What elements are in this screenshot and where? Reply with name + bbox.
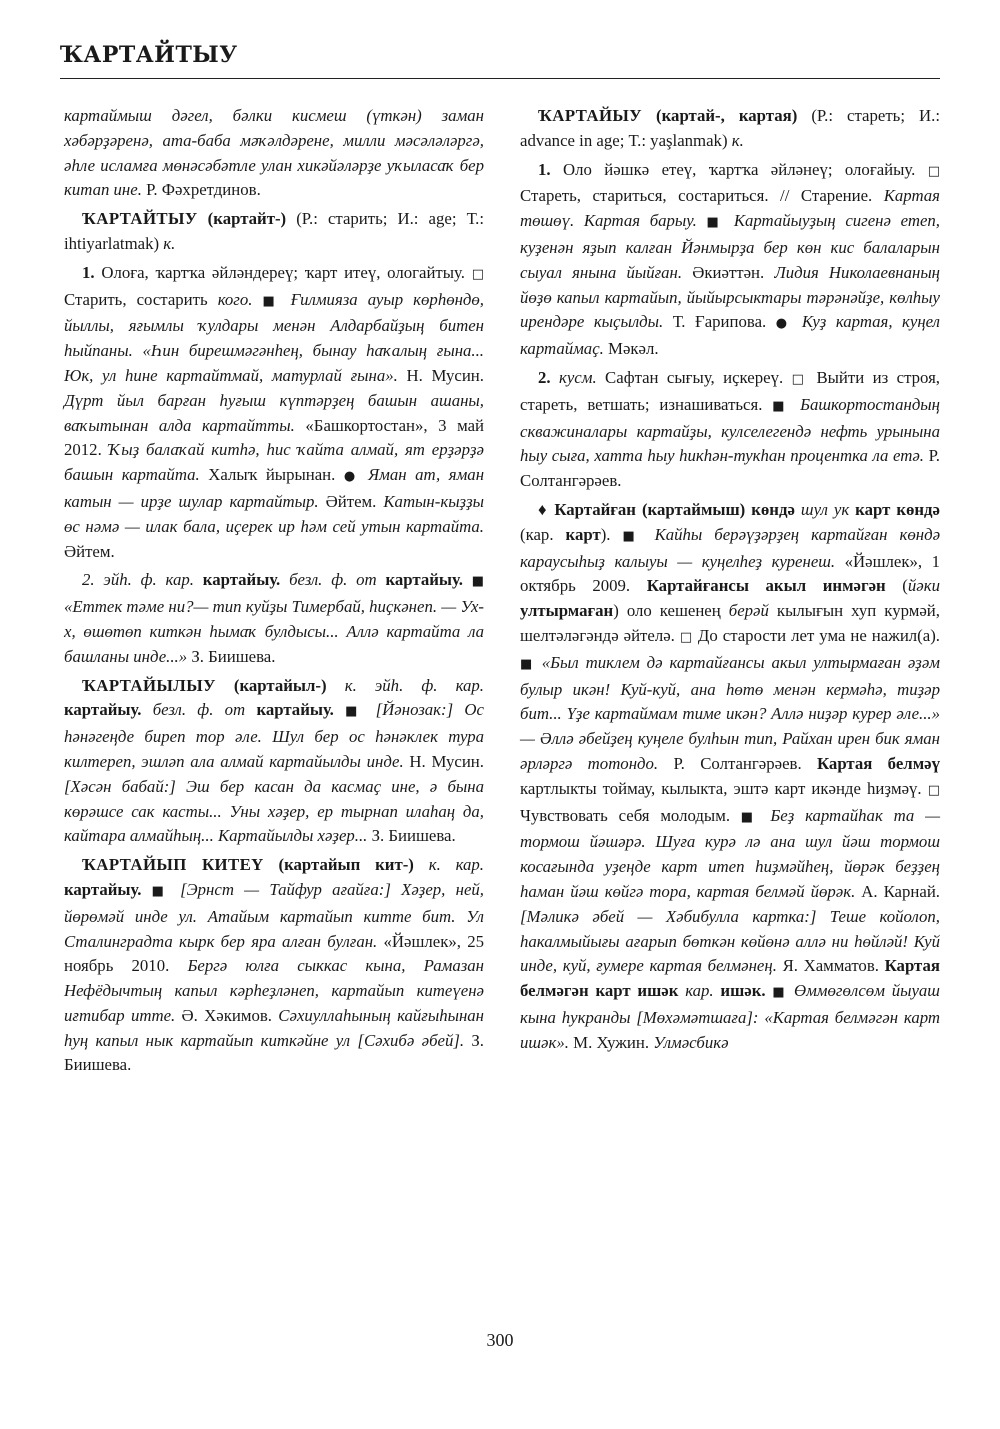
marker-symbol: □ <box>791 371 809 387</box>
text-run: Лидия Николаевнаның йөҙө капыл картайып, йыйырсыктары тәрәнәйҙе, көлһыу ирендәре кыҫылды. <box>520 262 941 332</box>
text-run: [Мәликә әбей — Хәбибулла картка:] Теше койолоп, һакалмыйығы ағарып бөткән көйөнә аллә ни һөйләй! Куй инде, куй, ғумере картая белмәнең. <box>520 906 940 976</box>
text-run: З. Биишева. <box>64 1030 484 1075</box>
text-run: ултырмаған <box>520 601 614 621</box>
text-run: А. Карнай. <box>855 881 940 901</box>
text-run: Т. Ғарипова. <box>663 312 776 332</box>
running-head: ҠАРТАЙТЫУ <box>60 42 238 68</box>
text-run: Өммөгөлсөм йыуаш кына һукранды [Мөхәмәтшаға]: «Картая белмәгән карт ишәк». <box>520 981 940 1052</box>
text-run: Куҙ картая, куңел картаймаҫ. <box>520 312 941 359</box>
text-run: картайыу. <box>193 570 281 590</box>
text-run: безл. ф. от <box>280 570 377 590</box>
text-run: М. Хужин. <box>568 1032 654 1052</box>
text-run: картайыу. <box>64 700 142 720</box>
headword: ҠАРТАЙЫЛЫУ <box>82 675 216 695</box>
text-run: «Йәшлек», 1 октябрь 2009. <box>520 551 940 596</box>
text-run: (картайт-) <box>197 209 287 229</box>
marker-symbol: ■ <box>622 528 655 544</box>
text-run: Картая белмәгән карт ишәк <box>520 956 940 1001</box>
marker-symbol: ■ <box>462 574 484 590</box>
text-run: [Йәнозак:] Ос һәнәгеңде биреп тор әле. Шул бер ос һәнәклек тура килтереп, эшләп ала алмай картайылды инде. <box>64 700 484 771</box>
left-paragraph <box>64 261 484 565</box>
text-run: (картайыл-) <box>215 675 327 695</box>
text-run: Дүрт йыл барған һуғыш күптәрҙең башын ашаны, ваҡытынан алда картайтты. <box>64 390 484 435</box>
text-run: (Р.: старить; И.: age; Т.: ihtiyarlatmak) <box>64 209 484 253</box>
left-paragraph <box>64 104 484 203</box>
text-run: До старости лет ума не нажил(а). <box>692 625 940 645</box>
text-run: карт <box>565 524 601 544</box>
marker-symbol: ■ <box>772 398 801 414</box>
text-run: Улмәсбикә <box>653 1032 729 1052</box>
marker-symbol: ■ <box>740 809 771 825</box>
headword: ҠАРТАЙТЫУ <box>82 209 198 229</box>
left-column <box>64 104 484 1082</box>
marker-symbol: ■ <box>252 293 291 309</box>
text-run: Картая белмәү <box>816 753 940 773</box>
text-run: ишәк. <box>713 981 766 1001</box>
marker-symbol: □ <box>471 266 484 282</box>
text-run: Мәкәл. <box>603 339 659 359</box>
right-paragraph <box>520 366 940 494</box>
text-run: Олоға, ҡартҡа әйләндереү; ҡарт итеү, ологайтыу. <box>94 262 472 282</box>
text-run: (картай-, картая) <box>642 106 798 125</box>
text-run: кылығын хуп курмәй, шелтәләгәндә әйтелә. <box>520 601 940 645</box>
marker-symbol: ● <box>343 469 360 485</box>
text-run: З. Биишева. <box>367 826 456 846</box>
text-run: З. Биишева. <box>187 646 276 666</box>
text-run: Р. Солтангәрәев. <box>520 446 940 491</box>
left-paragraph <box>64 674 484 850</box>
text-run: кого. <box>217 289 253 309</box>
text-run: берәй <box>728 601 769 621</box>
text-run: картаймыш дәгел, бәлки кисмеш (үткән) заман хәбәрҙәренә, ата-баба мәҡәлдәрене, милли мәсәләләргә, әһле исламға мөнәсәбәтле улан хикәйәләрҙе уҡыласаҡ бер китап ине. <box>64 106 484 200</box>
page-number: 300 <box>486 1330 514 1350</box>
text-run: кар. <box>678 981 714 1001</box>
text-run: 2. <box>538 367 551 387</box>
text-run: Башкортостандың скважиналары картайҙы, кулселегендә нефть урынына һыу сыға, хатта һыу һикһән-тукһан процентка ла етә. <box>520 394 940 466</box>
text-run: ). <box>600 524 623 544</box>
text-run: 1. <box>538 159 551 179</box>
text-run: (картайып кит-) <box>263 855 414 875</box>
text-run: Әйтем. <box>318 491 384 511</box>
text-run: Картайғансы акыл инмәгән <box>646 576 886 596</box>
text-run: Картая төшөү. Картая барыу. <box>520 186 940 231</box>
text-run: шул ук <box>794 499 856 519</box>
text-run: Халыҡ йырынан. <box>199 465 344 485</box>
headword: ҠАРТАЙЫП КИТЕҮ <box>82 855 264 875</box>
right-column <box>520 104 940 1059</box>
text-run: 2. эйһ. ф. кар. <box>82 570 194 590</box>
right-paragraph <box>520 158 940 362</box>
right-paragraph <box>520 498 940 1056</box>
text-run: Ә. Хәкимов. <box>175 1005 279 1025</box>
left-paragraph <box>64 207 484 257</box>
marker-symbol: ■ <box>141 883 181 899</box>
text-run: Сәхиуллаһының кайғыһынан һуң капыл нык картайып киткәйне ул [Сәхибә әбей]. <box>64 1005 484 1050</box>
text-run: «Был тиклем дә картайғансы акыл ултырмаған әҙәм булыр икән! Куй-куй, ана һөтө менән кермәһә, тиҙәр бит... Үҙе картаймам тиме икән? Аллә ниҙәр курер әле...» — Әллә әбейҙең куңеле булһын тип, Райхан ирен бик яман әрләргә тотондо. <box>520 652 941 773</box>
text-run: карт көндә <box>855 499 940 519</box>
text-run: Стареть, стариться, состариться. // Старение. <box>520 186 884 206</box>
text-run: к. кар. <box>413 855 485 875</box>
text-run: Картайыуҙың сигенә етеп, куҙенән яҙып калған Йәнмырҙа бер көн кис балаларын сыуал янына йыйған. <box>520 211 940 282</box>
text-run: (кар. <box>520 524 566 544</box>
text-run: Беҙ картайһак та — тормош йәшәрә. Шуға курә лә ана шул йәш тормош косағында уҙеңде карт итеп һиҙмәйһең, йөрәк беҙҙең һаман йәш көйгә тора, картая белмәй йөрәк. <box>520 805 940 901</box>
text-run: безл. ф. от <box>141 700 246 720</box>
text-run: Н. Мусин. <box>403 751 484 771</box>
text-run: к. эйһ. ф. кар. <box>326 675 484 695</box>
right-paragraph <box>520 104 940 154</box>
text-run: кусм. <box>550 367 597 387</box>
text-run: «Башкортостан», 3 май 2012. <box>64 415 484 460</box>
text-run: (Р.: стареть; И.: advance in age; Т.: yaşlanmak) <box>520 106 940 150</box>
text-run: Р. Солтангәрәев. <box>658 753 817 773</box>
text-run: к. <box>731 130 744 150</box>
headword: ҠАРТАЙЫУ <box>538 106 643 125</box>
text-run: Бергә юлға сыккас кына, Рамазан Нефёдычтың капыл кәрһеҙләнеп, картайып китеүенә иғтибар итте. <box>64 956 484 1025</box>
text-run: Чувствовать себя молодым. <box>520 805 741 825</box>
left-paragraph <box>64 853 484 1078</box>
text-run: Н. Мусин. <box>397 365 484 385</box>
text-run: Кайһы берәүҙәрҙең картайған көндә караусыһыҙ калыуы — куңелһеҙ куренеш. <box>520 524 941 571</box>
text-run: Оло йәшкә етеү, ҡартҡа әйләнеү; олоғайыу. <box>550 159 928 179</box>
marker-symbol: ■ <box>333 704 376 720</box>
text-run: Яман ат, яман катын — ирҙе шулар картайтыр. <box>64 465 485 511</box>
text-run: к. <box>163 233 176 253</box>
text-run: ♦ Картайған (картаймыш) көндә <box>538 499 795 519</box>
marker-symbol: ■ <box>765 985 794 1001</box>
text-run: Ҡыҙ балаҡай китһә, һис ҡайта алмай, ят ерҙәрҙә башын картайта. <box>64 440 485 485</box>
text-run: картайыу. <box>64 879 142 899</box>
text-run: Ғилмияза ауыр көрһөндө, йыллы, яғымлы ҡулдары менән Алдарбайҙың битен һыйпаны. «Һин бирешмәгәнһең, бынау һаҡалың ғына... Юк, ул һине картайтмай, матурлай ғына». <box>64 289 484 385</box>
text-run: Әкиәттән. <box>682 262 775 282</box>
text-run: «Йәшлек», 25 ноябрь 2010. <box>64 931 484 976</box>
marker-symbol: □ <box>927 163 940 179</box>
text-run: Әйтем. <box>64 541 115 561</box>
text-run: [Хәсән бабай:] Эш бер касан да касмаҫ ине, ә бына көрәшсе сак касты... Уны хәҙер, ер тырнап илаһаң да, кайтара алмайһың... Картайылды хәҙер... <box>64 776 484 846</box>
text-run: «Еттек тәме ни?— тип куйҙы Тимербай, һиҫкәнеп. — Ух-х, өшөтөп киткән һымаҡ булдысы... Аллә картайта ла башланы инде...» <box>64 597 484 666</box>
text-run: картайыу. <box>376 570 463 590</box>
left-paragraph <box>64 568 484 669</box>
text-run: 1. <box>82 262 95 282</box>
text-run: Сафтан сығыу, иҫкереү. <box>596 367 792 387</box>
text-run: Р. Фәхретдинов. <box>141 180 261 200</box>
marker-symbol: ■ <box>696 215 734 231</box>
marker-symbol: □ <box>927 782 940 798</box>
text-run: ) оло кешенең <box>613 601 729 621</box>
text-run: йәки <box>907 576 940 596</box>
text-run: картайыу. <box>245 700 334 720</box>
text-run: Старить, состарить <box>64 289 218 309</box>
marker-symbol: □ <box>679 629 693 645</box>
marker-symbol: ● <box>775 316 793 332</box>
text-run: [Эрнст — Тайфур ағайға:] Хәҙер, ней, йөрөмәй инде ул. Атайым картайып китте бит. Ул Сталинградта кырк бер яра алған булған. <box>64 879 484 951</box>
header-rule <box>60 78 940 79</box>
text-run: ( <box>885 576 908 596</box>
text-run: Я. Хамматов. <box>776 956 885 976</box>
marker-symbol: ■ <box>520 656 542 672</box>
text-run: картлыкты тоймау, кылыкта, эштә карт икәнде һиҙмәү. <box>520 778 928 798</box>
text-run: Катын-кыҙҙы өс нәмә — илак бала, иҫерек ир һәм сей утын картайта. <box>64 491 485 536</box>
text-run: Выйти из строя, стареть, ветшать; изнашиваться. <box>520 367 940 414</box>
